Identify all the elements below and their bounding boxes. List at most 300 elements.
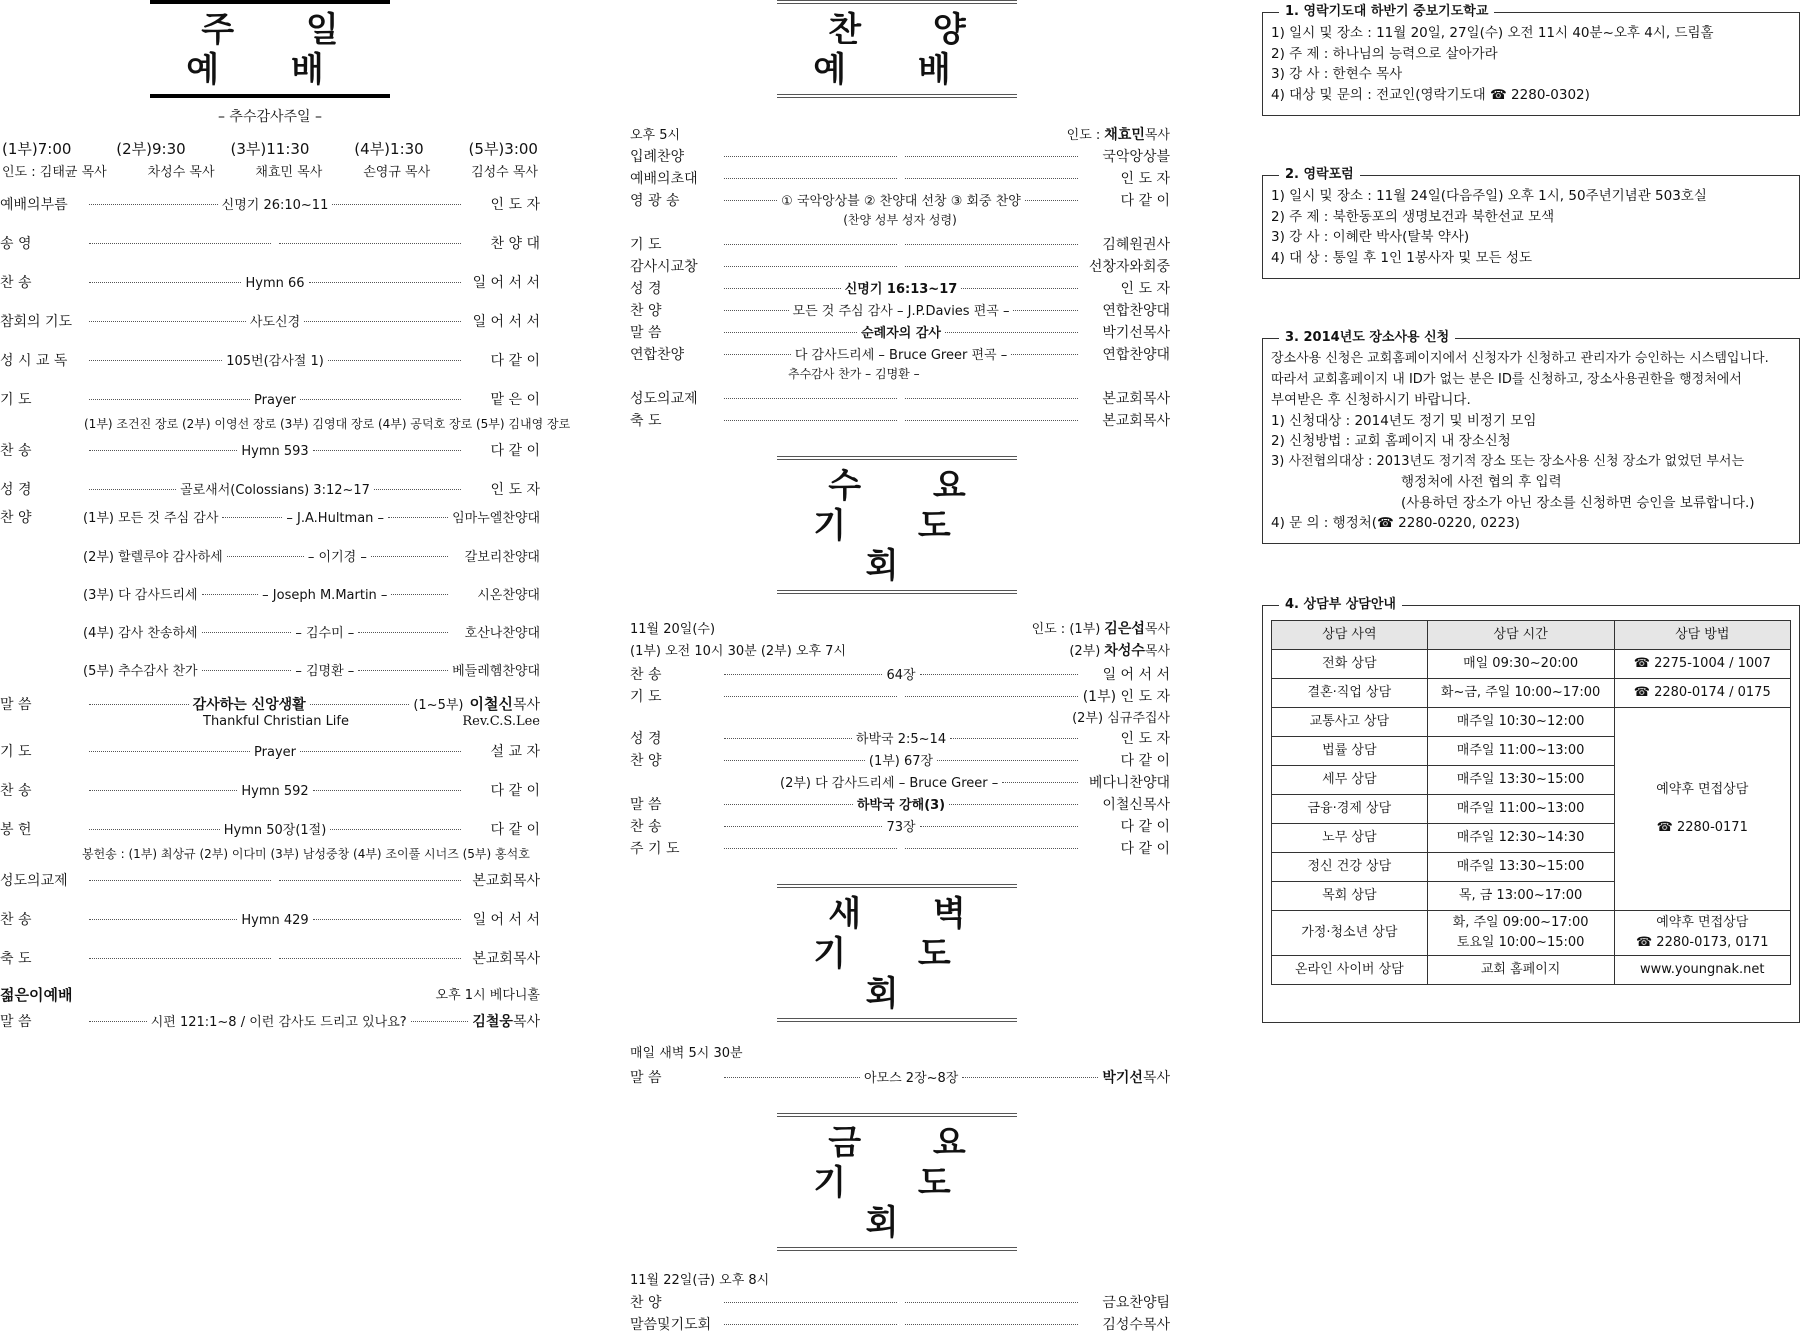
preacher-name: 이철신: [469, 695, 513, 713]
counsel-time: 화~금, 주일 10:00~17:00: [1427, 679, 1614, 708]
joint-anthem-second: 추수감사 찬가 – 김명환 –: [788, 367, 920, 381]
row-content: Hymn 592: [241, 784, 309, 799]
leader-dots: [313, 919, 461, 920]
counsel-type: 정신 건강 상담: [1272, 853, 1428, 882]
leader-dots: [279, 880, 461, 881]
row-label: 축 도: [630, 413, 662, 429]
anthem-title: (1부) 모든 것 주심 감사: [83, 511, 219, 526]
sermon-row: [0, 693, 540, 714]
row-label: 찬 양: [0, 510, 32, 526]
announcement-3-line: 따라서 교회홈페이지 내 ID가 없는 분은 ID를 신청하고, 장소사용권한을 행정처에서: [1271, 371, 1742, 387]
program-row: [0, 389, 540, 409]
sermon-services: (1~5부): [413, 698, 464, 713]
anthem-choir: 갈보리찬양대: [464, 550, 540, 565]
row-label: 기 도: [630, 237, 662, 253]
leader-label: 인도 :: [1066, 128, 1101, 143]
leader-dots: [905, 848, 1078, 849]
program-row: [630, 838, 1170, 858]
leader-dots: [310, 704, 410, 705]
row-performer: 박기선목사: [1102, 325, 1170, 341]
leader-dots: [950, 738, 1078, 739]
time-1: (1부)7:00: [2, 140, 72, 158]
row-content: 다 감사드리세 – Bruce Greer 편곡 –: [794, 348, 1008, 363]
announcement-box-4: [1262, 597, 1800, 1023]
counsel-type: 노무 상담: [1272, 824, 1428, 853]
leader-dots: [89, 919, 237, 920]
row-performer: 다 같 이: [490, 783, 541, 799]
leader-role: 목사: [1144, 128, 1170, 143]
time-2: (2부)9:30: [116, 140, 186, 158]
row-label: 성 경: [0, 482, 32, 498]
youth-worship-title: 젊은이예배: [0, 986, 73, 1004]
row-label: 감사시교창: [630, 259, 698, 275]
dawn-preacher-name: 박기선: [1102, 1070, 1143, 1086]
announcement-2-line: 2) 주 제 : 북한동포의 생명보건과 북한선교 모색: [1271, 208, 1555, 225]
program-row: [630, 728, 1170, 748]
row-label: 찬 송: [630, 819, 662, 835]
row-performer: 본교회목사: [472, 951, 540, 967]
row-label: 성 경: [630, 731, 662, 747]
counseling-table: [1271, 620, 1791, 985]
row-label: 기 도: [630, 689, 662, 705]
friday-prayer-title: 금 요 기 도 회: [777, 1113, 1017, 1251]
youth-preacher-role: 목사: [512, 1014, 541, 1030]
method-line: ☎ 2280-0171: [1656, 820, 1748, 835]
wednesday-header-2: [630, 640, 1170, 660]
leader-dots: [222, 517, 282, 518]
leader-dots: [724, 288, 841, 289]
offering-performers: 봉헌송 : (1부) 최상규 (2부) 이다미 (3부) 남성중창 (4부) 조이풀 시너즈 (5부) 홍석호: [82, 847, 530, 861]
leader-dots: [724, 696, 897, 697]
friday-date: 11월 22일(금) 오후 8시: [630, 1273, 770, 1288]
counsel-time: 매주일 13:30~15:00: [1427, 853, 1614, 882]
program-row: [630, 322, 1170, 342]
leader-dots: [89, 829, 220, 830]
counsel-time: 매주일 10:30~12:00: [1427, 708, 1614, 737]
preacher-role: 목사: [512, 697, 541, 713]
leader-dots: [89, 958, 271, 959]
leader-dots: [300, 399, 461, 400]
row-content: 하박국 2:5~14: [855, 732, 947, 747]
row-content: ① 국악앙상블 ② 찬양대 선창 ③ 회중 찬양: [781, 194, 1021, 209]
leader-role: 목사: [1144, 622, 1170, 637]
second-anthem-title: (2부) 다 감사드리세 – Bruce Greer –: [780, 776, 999, 791]
row-label: 연합찬양: [630, 347, 685, 363]
youth-sermon-title: 시편 121:1~8 / 이런 감사도 드리고 있나요?: [150, 1015, 407, 1030]
announcement-3-line: 2) 신청방법 : 교회 홈페이지 내 장소신청: [1271, 433, 1511, 449]
announcement-box-2: [1262, 167, 1800, 279]
program-row: [0, 780, 540, 800]
doxology-note: (찬양 성부 성자 성령): [843, 213, 957, 227]
leader-dots: [391, 594, 448, 595]
leader-dots: [724, 332, 857, 333]
time-line: 화, 주일 09:00~17:00: [1452, 914, 1589, 930]
row-label: 주 기 도: [630, 841, 680, 857]
row-performer: 김성수목사: [1102, 1317, 1170, 1333]
program-row: [630, 256, 1170, 276]
anthem-row: [0, 584, 540, 603]
announcement-3-title: 3. 2014년도 장소사용 신청: [1279, 328, 1455, 349]
leader-dots: [89, 1021, 147, 1022]
leader-dots: [89, 450, 237, 451]
announcement-1-line: 2) 주 제 : 하나님의 능력으로 살아가라: [1271, 45, 1498, 62]
row-label: 예배의초대: [630, 171, 698, 187]
dawn-prayer-title: 새 벽 기 도 회: [777, 884, 1017, 1022]
leader-name: 차성수: [1104, 643, 1145, 659]
leader-dots: [724, 760, 865, 761]
announcement-2-title: 2. 영락포럼: [1279, 165, 1360, 186]
anthem-title: (4부) 감사 찬송하세: [83, 626, 198, 641]
row-label: 성 경: [630, 281, 662, 297]
counsel-type: 교통사고 상담: [1272, 708, 1428, 737]
row-label: 말 씀: [0, 697, 32, 713]
leader-dots: [724, 310, 789, 311]
row-label: 말 씀: [0, 1014, 32, 1030]
row-performer: 일 어 서 서: [472, 275, 541, 291]
anthem-composer: – 이기경 –: [307, 550, 367, 565]
sunday-subtitle: – 추수감사주일 –: [217, 109, 323, 125]
leader-dots: [89, 282, 241, 283]
row-label: 찬 양: [630, 753, 662, 769]
anthem-composer: – 김수미 –: [295, 626, 355, 641]
leader-dots: [905, 178, 1078, 179]
leader-dots: [724, 674, 882, 675]
leader-dots: [1002, 782, 1078, 783]
row-content: 64장: [886, 668, 916, 683]
order-of-worship: [0, 194, 571, 1031]
program-row: [0, 819, 540, 839]
leader-dots: [279, 958, 461, 959]
row-label: 찬 양: [630, 1295, 662, 1311]
time-4: (4부)1:30: [354, 140, 424, 158]
leader-dots: [202, 632, 292, 633]
counsel-type: 금융·경제 상담: [1272, 795, 1428, 824]
program-row: [0, 350, 540, 370]
announcement-3-line: 장소사용 신청은 교회홈페이지에서 신청자가 신청하고 관리자가 승인하는 시스템입니다.: [1271, 351, 1769, 366]
program-row: [630, 750, 1170, 770]
praise-worship-title: 찬 양 예 배: [777, 0, 1017, 98]
counsel-type: 가정·청소년 상담: [1272, 911, 1428, 956]
column-header: 상담 사역: [1272, 621, 1428, 650]
row-content: 73장: [886, 820, 916, 835]
row-performer: 인 도 자: [1120, 171, 1170, 187]
announcement-3-line: 1) 신청대상 : 2014년도 정기 및 비정기 모임: [1271, 412, 1537, 429]
leader-2: 차성수 목사: [147, 165, 215, 180]
leader-dots: [724, 156, 897, 157]
row-content: 105번(감사절 1): [226, 354, 324, 369]
table-row: [1272, 650, 1791, 679]
row-label: 성도의교제: [630, 391, 698, 407]
leader-dots: [724, 1302, 897, 1303]
row-performer: 다 같 이: [490, 353, 540, 369]
header-right-text: [1069, 640, 1170, 660]
row-performer: 연합찬양대: [1102, 347, 1171, 363]
row-performer: 연합찬양대: [1102, 303, 1171, 319]
row-label: 참회의 기도: [0, 314, 73, 330]
leader-dots: [89, 360, 222, 361]
leader-dots: [89, 489, 176, 490]
row-content: 신명기 16:13~17: [844, 282, 958, 297]
row-label: 성 시 교 독: [0, 353, 68, 369]
program-row: [0, 479, 540, 499]
program-row: [630, 300, 1170, 320]
announcement-4-title: 4. 상담부 상담안내: [1279, 595, 1402, 616]
counsel-type: 온라인 사이버 상담: [1272, 956, 1428, 985]
row-label: 봉 헌: [0, 822, 32, 838]
sermon-title: 감사하는 신앙생활: [192, 697, 306, 713]
leader-dots: [724, 266, 897, 267]
time-3: (3부)11:30: [230, 140, 310, 158]
leader-role: 목사: [1144, 644, 1170, 659]
row-performer: 국악앙상블: [1102, 149, 1170, 165]
program-row: [630, 1314, 1170, 1334]
row-content: Hymn 593: [241, 444, 309, 459]
anthem-composer: – 김명환 –: [295, 664, 355, 679]
row-performer: 김혜원권사: [1102, 237, 1170, 253]
leader-dots: [724, 178, 897, 179]
leader-dots: [905, 1324, 1078, 1325]
anthem-row: [0, 507, 540, 527]
row-performer: 인 도 자: [490, 197, 540, 213]
leader-dots: [961, 288, 1078, 289]
anthem-title: (2부) 할렐루야 감사하세: [83, 550, 223, 565]
row-content: Hymn 66: [245, 276, 305, 291]
leader-dots: [374, 489, 461, 490]
announcement-2-line: 1) 일시 및 장소 : 11월 24일(다음주일) 오후 1시, 50주년기념관 503호실: [1271, 188, 1707, 204]
row-performer: 일 어 서 서: [472, 912, 541, 928]
leader-dots: [89, 243, 271, 244]
row-performer: 금요찬양팀: [1102, 1295, 1170, 1311]
leader-dots: [905, 420, 1078, 421]
row-content: Hymn 50장(1절): [223, 823, 327, 838]
leader-dots: [724, 804, 853, 805]
program-row: [630, 794, 1170, 814]
row-performer: 다 같 이: [1120, 841, 1170, 857]
program-row: [630, 190, 1170, 210]
row-content: 골로새서(Colossians) 3:12~17: [180, 483, 370, 498]
dawn-time: 매일 새벽 5시 30분: [630, 1046, 743, 1061]
praise-header: [630, 124, 1170, 144]
row-content: (1부) 67장: [868, 754, 934, 769]
leader-dots: [309, 282, 461, 283]
counsel-type: 전화 상담: [1272, 650, 1428, 679]
service-times: [0, 138, 540, 159]
announcement-3-line: 4) 문 의 : 행정처(☎ 2280-0220, 0223): [1271, 515, 1520, 531]
leader-dots: [920, 826, 1078, 827]
anthem-composer: – Joseph M.Martin –: [262, 588, 388, 603]
announcement-1-line: 1) 일시 및 장소 : 11월 20일, 27일(수) 오전 11시 40분~오후 4시, 드림홀: [1271, 25, 1714, 41]
program-row: [630, 278, 1170, 298]
announcement-2-line: 3) 강 사 : 이혜란 박사(탈북 약사): [1271, 229, 1470, 245]
method-line: 예약후 면접상담: [1656, 781, 1749, 797]
program-row: [630, 410, 1170, 430]
leader-dots: [89, 399, 250, 400]
leader-dots: [724, 244, 897, 245]
leader-dots: [227, 556, 304, 557]
anthem-title: (3부) 다 감사드리세: [83, 588, 198, 603]
anthem-choir: 호산나찬양대: [464, 626, 541, 641]
leader-dots: [89, 704, 189, 705]
leader-dots: [1011, 354, 1078, 355]
header-right-text: [1067, 124, 1170, 144]
second-prayer: (2부) 심규주집사: [1072, 711, 1170, 726]
anthem-composer: – J.A.Hultman –: [286, 511, 385, 526]
announcement-2-line: 4) 대 상 : 통일 후 1인 1봉사자 및 모든 성도: [1271, 249, 1533, 266]
leader-dots: [905, 398, 1078, 399]
header-right-text: [1032, 618, 1170, 638]
leader-dots: [388, 517, 448, 518]
row-performer: 본교회목사: [472, 873, 540, 889]
counsel-type: 세무 상담: [1272, 766, 1428, 795]
leader-dots: [89, 751, 250, 752]
sermon-title-english: Thankful Christian Life: [203, 714, 349, 729]
row-label: 찬 송: [0, 912, 32, 928]
anthem-title: (5부) 추수감사 찬가: [83, 664, 198, 679]
row-label: 말 씀: [630, 325, 662, 341]
leader-name: 김은섭: [1104, 621, 1145, 637]
leader-dots: [202, 670, 292, 671]
counsel-time: 매일 09:30~20:00: [1427, 650, 1614, 679]
leader-dots: [279, 243, 461, 244]
row-content: 하박국 강해(3): [856, 798, 946, 813]
second-anthem-row: [630, 772, 1170, 792]
program-row: [0, 870, 540, 890]
wednesday-prayer-title: 수 요 기 도 회: [777, 456, 1017, 594]
column-header: 상담 시간: [1427, 621, 1614, 650]
leader-dots: [724, 420, 897, 421]
counsel-method: ☎ 2275-1004 / 1007: [1614, 650, 1790, 679]
counsel-method: [1614, 911, 1790, 956]
row-label: 찬 양: [630, 303, 662, 319]
leader-dots: [724, 1324, 897, 1325]
counseling-table-body: [1272, 650, 1791, 985]
announcement-1-title: 1. 영락기도대 하반기 중보기도학교: [1279, 2, 1494, 23]
row-content: Prayer: [254, 393, 296, 408]
leader-dots: [371, 556, 448, 557]
row-label: 송 영: [0, 236, 32, 252]
row-label: 영 광 송: [630, 193, 680, 209]
dawn-prayer-list: [630, 1042, 1170, 1087]
leader-dots: [358, 632, 448, 633]
table-row: [1272, 708, 1791, 737]
leader-dots: [411, 1021, 469, 1022]
leader-dots: [89, 880, 271, 881]
row-performer: 일 어 서 서: [1102, 667, 1171, 683]
table-row: [1272, 679, 1791, 708]
sunday-worship-column: [0, 0, 571, 1031]
counsel-time: 목, 금 13:00~17:00: [1427, 882, 1614, 911]
program-row: [0, 194, 540, 214]
announcement-box-1: [1262, 4, 1800, 116]
program-row: [630, 388, 1170, 408]
program-row: [630, 234, 1170, 254]
time-line: 토요일 10:00~15:00: [1456, 935, 1585, 950]
counsel-type: 목회 상담: [1272, 882, 1428, 911]
row-content: 순례자의 감사: [861, 326, 941, 341]
service-leaders: [0, 161, 540, 180]
announcement-3-line: 3) 사전협의대상 : 2013년도 정기적 장소 또는 장소사용 신청 장소가 없었던 부서는: [1271, 453, 1745, 469]
row-performer: 다 같 이: [490, 822, 541, 838]
announcement-3-line: (사용하던 장소가 아닌 장소를 신청하면 승인을 보류합니다.): [1401, 494, 1755, 511]
counsel-time: 매주일 11:00~13:00: [1427, 737, 1614, 766]
row-performer: 일 어 서 서: [472, 314, 541, 330]
anthem-row: [0, 546, 540, 565]
row-label: 말 씀: [630, 1070, 662, 1086]
leader-label: 인도 : (1부): [1031, 622, 1101, 637]
program-row: [630, 146, 1170, 166]
friday-prayer-list: [630, 1269, 1170, 1334]
row-performer: 다 같 이: [1120, 819, 1171, 835]
row-label: 찬 송: [0, 783, 32, 799]
program-row: [630, 168, 1170, 188]
row-content: 신명기 26:10~11: [221, 198, 329, 213]
counsel-time: 매주일 12:30~14:30: [1427, 824, 1614, 853]
method-line: 예약후 면접상담: [1656, 914, 1749, 930]
program-row: [630, 816, 1170, 836]
row-performer: 본교회목사: [1102, 413, 1170, 429]
row-label: 말 씀: [630, 797, 662, 813]
row-label: 찬 송: [0, 275, 32, 291]
prayer-leaders: (1부) 조건진 장로 (2부) 이영선 장로 (3부) 김영대 장로 (4부) 공덕호 장로 (5부) 김내영 장로: [84, 417, 571, 431]
anthem-choir: 베들레헴찬양대: [452, 664, 541, 679]
anthem-choir: 임마누엘찬양대: [452, 511, 541, 526]
leader-1: 인도 : 김태균 목사: [2, 165, 107, 180]
dawn-sermon-row: [630, 1067, 1170, 1087]
leader-dots: [905, 266, 1078, 267]
counsel-time: [1427, 911, 1614, 956]
dawn-sermon-text: 아모스 2장~8장: [864, 1071, 959, 1086]
program-row: [630, 664, 1170, 684]
row-performer: 설 교 자: [490, 744, 540, 760]
dawn-preacher-role: 목사: [1142, 1070, 1170, 1086]
sermon-english-row: [0, 714, 540, 729]
row-performer: 인 도 자: [490, 482, 540, 498]
leader-dots: [313, 790, 461, 791]
row-content: 모든 것 주심 감사 – J.P.Davies 편곡 –: [792, 304, 1010, 319]
leader-dots: [724, 398, 897, 399]
leader-dots: [358, 670, 448, 671]
row-performer: 다 같 이: [1120, 753, 1170, 769]
header-left-text: 오후 5시: [630, 128, 681, 143]
second-anthem-choir: 베다니찬양대: [1088, 775, 1170, 791]
leader-dots: [724, 848, 897, 849]
wednesday-header-1: [630, 618, 1170, 638]
row-performer: 선창자와회중: [1088, 259, 1170, 275]
program-row: [0, 909, 540, 929]
leader-dots: [724, 738, 852, 739]
leader-dots: [330, 829, 461, 830]
youth-sermon-row: [0, 1011, 540, 1031]
program-row: [0, 741, 540, 761]
program-row: [0, 440, 540, 460]
preacher-name-english: Rev.C.S.Lee: [462, 714, 540, 729]
announcement-1-line: 4) 대상 및 문의 : 전교인(영락기도대 ☎ 2280-0302): [1271, 86, 1590, 103]
anthem-row: [0, 622, 540, 641]
counsel-time: 매주일 13:30~15:00: [1427, 766, 1614, 795]
leader-dots: [962, 1077, 1098, 1078]
row-label: 찬 송: [630, 667, 662, 683]
leader-dots: [945, 332, 1078, 333]
leader-4: 손영규 목사: [363, 165, 431, 180]
counsel-method: ☎ 2280-0174 / 0175: [1614, 679, 1790, 708]
row-label: 찬 송: [0, 443, 32, 459]
sunday-worship-title: 주 일 예 배: [150, 0, 390, 98]
row-performer: 본교회목사: [1102, 391, 1170, 407]
leader-label: (2부): [1069, 644, 1101, 659]
other-services-column: [630, 0, 1170, 1334]
row-performer: 찬 양 대: [490, 236, 540, 252]
row-label: 기 도: [0, 744, 32, 760]
